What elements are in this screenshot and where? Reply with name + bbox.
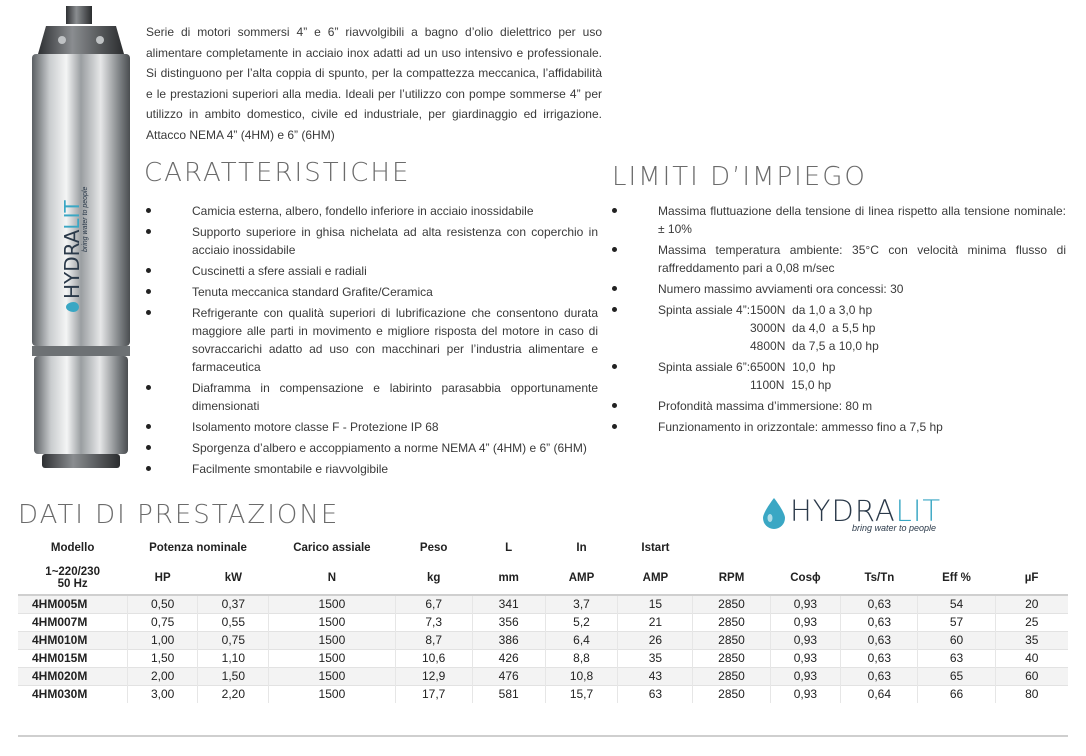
value-cell: 15 xyxy=(618,595,693,613)
table-unit-row xyxy=(18,561,1068,595)
header-in: In xyxy=(576,542,587,554)
value-cell: 581 xyxy=(472,685,545,703)
value-cell: 356 xyxy=(472,613,545,631)
value-cell: 25 xyxy=(995,613,1068,631)
value-cell: 40 xyxy=(995,649,1068,667)
value-cell: 10,6 xyxy=(395,649,472,667)
value-cell: 0,63 xyxy=(841,649,918,667)
value-cell: 26 xyxy=(618,631,693,649)
value-cell: 54 xyxy=(918,595,995,613)
value-cell: 15,7 xyxy=(545,685,618,703)
value-cell: 0,63 xyxy=(841,667,918,685)
value-cell: 1,50 xyxy=(127,649,198,667)
bullet-icon xyxy=(612,364,617,369)
value-cell: 21 xyxy=(618,613,693,631)
value-cell: 1500 xyxy=(269,595,395,613)
bullet-icon xyxy=(146,424,151,429)
logo-tagline: bring water to people xyxy=(852,523,937,533)
bullet-icon xyxy=(612,286,617,291)
list-item: Diaframma in compensazione e labirinto parasabbia opportunamente dimensionati xyxy=(146,379,598,415)
header-eff: Eff % xyxy=(942,571,971,584)
header-cos: Cosϕ xyxy=(790,571,821,584)
list-item: Tenuta meccanica standard Grafite/Ceramica xyxy=(146,283,598,301)
value-cell: 35 xyxy=(618,649,693,667)
value-cell: 476 xyxy=(472,667,545,685)
value-cell: 20 xyxy=(995,595,1068,613)
motor-label xyxy=(60,187,89,312)
value-cell: 8,8 xyxy=(545,649,618,667)
motor-brand-drop-icon xyxy=(66,302,79,312)
value-cell: 65 xyxy=(918,667,995,685)
header-istart: Istart xyxy=(641,542,670,554)
value-cell: 2850 xyxy=(693,649,770,667)
value-cell: 3,7 xyxy=(545,595,618,613)
value-cell: 6,7 xyxy=(395,595,472,613)
value-cell: 63 xyxy=(618,685,693,703)
bullet-icon xyxy=(612,247,617,252)
value-cell: 0,55 xyxy=(198,613,269,631)
value-cell: 12,9 xyxy=(395,667,472,685)
header-rpm: RPM xyxy=(718,571,745,584)
bullet-icon xyxy=(146,445,151,450)
value-cell: 1500 xyxy=(269,613,395,631)
value-cell: 35 xyxy=(995,631,1068,649)
table-row xyxy=(18,631,1068,649)
value-cell: 6,4 xyxy=(545,631,618,649)
list-item: Numero massimo avviamenti ora concessi: 30 xyxy=(612,280,1066,298)
value-cell: 341 xyxy=(472,595,545,613)
intro-paragraph: Serie di motori sommersi 4” e 6” riavvolgibili a bagno d’olio dielettrico per uso alimentare completamente in acciaio inox adatti ad un uso intensivo e professionale. Si distinguono per l’alta coppia di spunto, per la compattezza meccanica, l’affidabilità e le prestazioni superiori alla media. Ideali per l’utilizzo con pompe sommerse 4” per utilizzo in ambito domestico, civile ed industriale, per giardinaggio ed irrigazione. Attacco NEMA 4” (4HM) e 6” (6HM) xyxy=(146,25,602,142)
header-uf: µF xyxy=(1024,571,1039,584)
value-cell: 3,00 xyxy=(127,685,198,703)
table-row xyxy=(18,649,1068,667)
table-body xyxy=(18,595,1068,703)
value-cell: 1500 xyxy=(269,631,395,649)
model-cell: 4HM007M xyxy=(18,613,127,631)
header-amp-istart: AMP xyxy=(642,571,669,584)
value-cell: 2850 xyxy=(693,667,770,685)
value-cell: 1500 xyxy=(269,649,395,667)
header-mm: mm xyxy=(498,571,519,584)
value-cell: 1,50 xyxy=(198,667,269,685)
list-item: Sporgenza d’albero e accoppiamento a norme NEMA 4” (4HM) e 6” (6HM) xyxy=(146,439,598,457)
motor-brand-name-a: HYDRA xyxy=(60,229,84,299)
bullet-icon xyxy=(146,385,151,390)
header-l: L xyxy=(505,542,513,554)
dati-title: DATI DI PRESTAZIONE xyxy=(18,500,340,530)
bullet-icon xyxy=(146,310,151,315)
header-carico: Carico assiale xyxy=(293,542,371,554)
value-cell: 60 xyxy=(918,631,995,649)
header-hp: HP xyxy=(154,571,171,584)
water-drop-icon xyxy=(760,496,788,530)
value-cell: 57 xyxy=(918,613,995,631)
model-cell: 4HM015M xyxy=(18,649,127,667)
table-row xyxy=(18,667,1068,685)
motor-brand-name-b: LIT xyxy=(60,200,84,230)
list-item: Spinta assiale 6”:6500N 10,0 hp 1100N 15,0 hp xyxy=(612,358,1066,394)
bullet-icon xyxy=(146,268,151,273)
header-peso: Peso xyxy=(419,542,448,554)
value-cell: 0,93 xyxy=(770,613,841,631)
value-cell: 66 xyxy=(918,685,995,703)
value-cell: 80 xyxy=(995,685,1068,703)
header-modello: Modello xyxy=(50,542,95,554)
performance-table xyxy=(18,540,1068,703)
list-item: Profondità massima d’immersione: 80 m xyxy=(612,397,1066,415)
value-cell: 63 xyxy=(918,649,995,667)
value-cell: 0,75 xyxy=(127,613,198,631)
value-cell: 386 xyxy=(472,631,545,649)
table-header-row xyxy=(18,540,1068,561)
limiti-list xyxy=(612,202,1066,439)
value-cell: 2,00 xyxy=(127,667,198,685)
list-item: Camicia esterna, albero, fondello inferiore in acciaio inossidabile xyxy=(146,202,598,220)
value-cell: 0,93 xyxy=(770,685,841,703)
value-cell: 2,20 xyxy=(198,685,269,703)
list-item: Massima temperatura ambiente: 35°C con velocità minima flusso di raffreddamento pari a 0,08 m/sec xyxy=(612,241,1066,277)
list-item: Refrigerante con qualità superiori di lubrificazione che consentono durata maggiore alle parti in movimento e migliore risposta del motore in caso di sovraccarichi adatto ad uso con macchinari per l’industria alimentare e farmaceutica xyxy=(146,304,598,376)
value-cell: 7,3 xyxy=(395,613,472,631)
value-cell: 1,10 xyxy=(198,649,269,667)
model-cell: 4HM010M xyxy=(18,631,127,649)
bullet-icon xyxy=(612,403,617,408)
header-tstn: Ts/Tn xyxy=(864,571,895,584)
list-item: Massima fluttuazione della tensione di linea rispetto alla tensione nominale: ± 10% xyxy=(612,202,1066,238)
value-cell: 0,93 xyxy=(770,649,841,667)
list-item: Funzionamento in orizzontale: ammesso fino a 7,5 hp xyxy=(612,418,1066,436)
bullet-icon xyxy=(612,424,617,429)
value-cell: 0,37 xyxy=(198,595,269,613)
header-voltage: 1~220/230 50 Hz xyxy=(45,565,100,590)
value-cell: 10,8 xyxy=(545,667,618,685)
header-kw: kW xyxy=(224,571,242,584)
motor-brand-tagline: bring water to people xyxy=(82,186,89,252)
value-cell: 0,93 xyxy=(770,595,841,613)
value-cell: 2850 xyxy=(693,685,770,703)
header-n: N xyxy=(327,571,337,584)
value-cell: 0,75 xyxy=(198,631,269,649)
bullet-icon xyxy=(146,208,151,213)
list-item: Supporto superiore in ghisa nichelata ad alta resistenza con coperchio in acciaio inossidabile xyxy=(146,223,598,259)
hydralit-logo xyxy=(760,494,960,534)
value-cell: 0,63 xyxy=(841,613,918,631)
model-cell: 4HM020M xyxy=(18,667,127,685)
value-cell: 0,63 xyxy=(841,631,918,649)
list-item: Cuscinetti a sfere assiali e radiali xyxy=(146,262,598,280)
table-row xyxy=(18,613,1068,631)
value-cell: 5,2 xyxy=(545,613,618,631)
value-cell: 0,50 xyxy=(127,595,198,613)
model-cell: 4HM005M xyxy=(18,595,127,613)
caratteristiche-title: CARATTERISTICHE xyxy=(144,158,411,188)
value-cell: 2850 xyxy=(693,631,770,649)
bullet-icon xyxy=(146,289,151,294)
value-cell: 60 xyxy=(995,667,1068,685)
header-potenza: Potenza nominale xyxy=(149,542,247,554)
header-amp-in: AMP xyxy=(568,571,595,584)
list-item: Facilmente smontabile e riavvolgibile xyxy=(146,460,598,478)
value-cell: 8,7 xyxy=(395,631,472,649)
value-cell: 0,93 xyxy=(770,631,841,649)
value-cell: 2850 xyxy=(693,595,770,613)
value-cell: 1500 xyxy=(269,667,395,685)
table-row xyxy=(18,595,1068,613)
bullet-icon xyxy=(612,208,617,213)
value-cell: 1,00 xyxy=(127,631,198,649)
bullet-icon xyxy=(146,466,151,471)
value-cell: 426 xyxy=(472,649,545,667)
value-cell: 2850 xyxy=(693,613,770,631)
list-item: Isolamento motore classe F - Protezione IP 68 xyxy=(146,418,598,436)
table-bottom-rule xyxy=(18,735,1068,737)
header-kg: kg xyxy=(426,571,441,584)
caratteristiche-list xyxy=(146,202,598,481)
value-cell: 43 xyxy=(618,667,693,685)
value-cell: 17,7 xyxy=(395,685,472,703)
list-item: Spinta assiale 4”:1500N da 1,0 a 3,0 hp 3000N da 4,0 a 5,5 hp 4800N da 7,5 a 10,0 hp xyxy=(612,301,1066,355)
bullet-icon xyxy=(612,307,617,312)
value-cell: 0,63 xyxy=(841,595,918,613)
value-cell: 0,93 xyxy=(770,667,841,685)
bullet-icon xyxy=(146,229,151,234)
value-cell: 0,64 xyxy=(841,685,918,703)
limiti-title: LIMITI D’IMPIEGO xyxy=(612,162,867,192)
logo-wordmark: HYDRALIT xyxy=(790,494,942,528)
model-cell: 4HM030M xyxy=(18,685,127,703)
table-row xyxy=(18,685,1068,703)
value-cell: 1500 xyxy=(269,685,395,703)
